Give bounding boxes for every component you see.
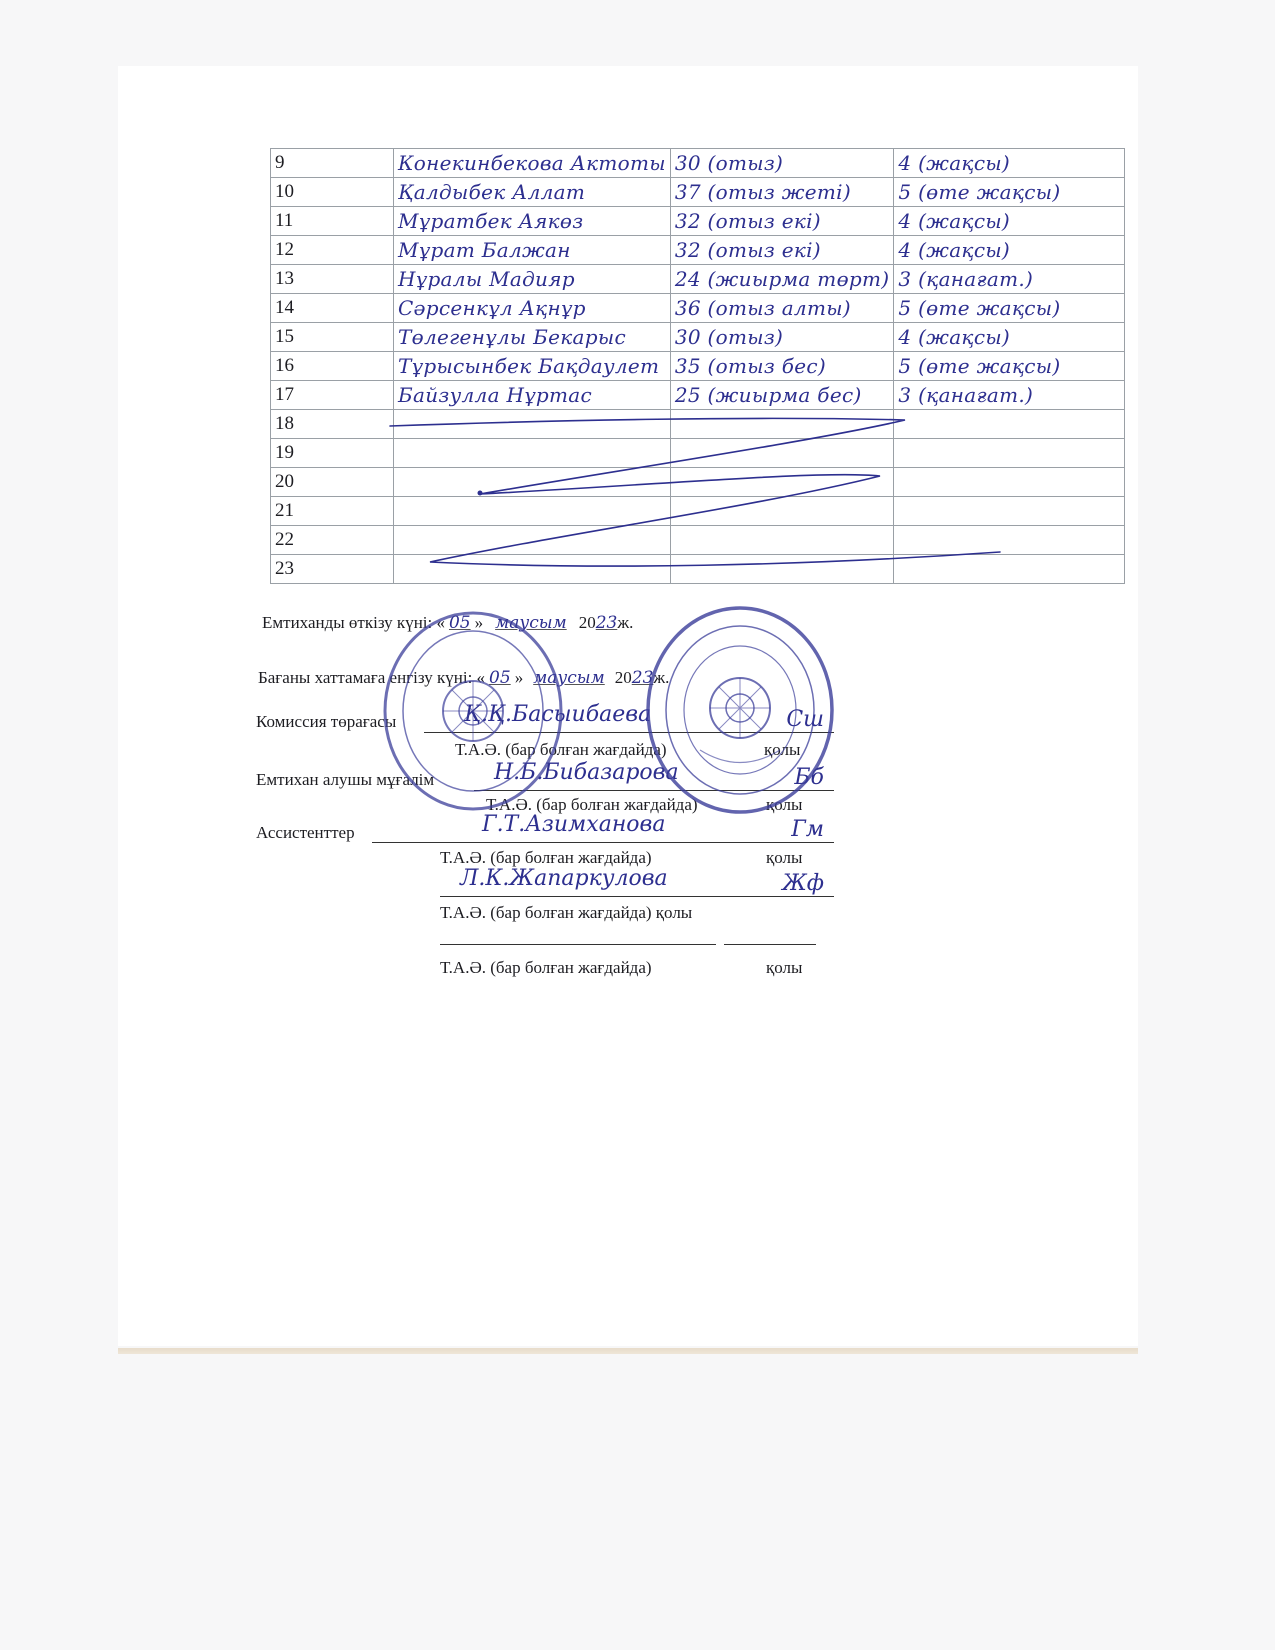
record-date-month: маусым [533,668,605,688]
row-number-cell: 17 [271,381,394,410]
student-name-cell: Мұрат Балжан [394,236,671,265]
empty-caption-fio: Т.А.Ә. (бар болған жағдайда) [440,958,652,977]
chair-caption-sign: қолы [764,740,801,759]
teacher-name: Н.Б.Бибазарова [494,760,679,785]
row-number-cell: 15 [271,323,394,352]
grade-cell: 3 (қанағат.) [894,265,1125,294]
row-number-cell: 11 [271,207,394,236]
student-name-cell: Нұралы Мадияр [394,265,671,294]
row-number-cell: 23 [271,555,394,584]
student-name-cell: Тұрысынбек Бақдаулет [394,352,671,381]
record-date-end: ж. [653,668,670,687]
grade-cell: 4 (жақсы) [894,149,1125,178]
row-number-cell: 19 [271,439,394,468]
grade-cell: 4 (жақсы) [894,323,1125,352]
exam-date-mid: » [474,613,484,632]
score-cell: 36 (отыз алты) [670,294,894,323]
exam-date-label: Емтиханды өткізу күні: « [262,613,445,632]
score-cell: 25 (жиырма бес) [670,381,894,410]
record-date-label: Бағаны хаттамаға енгізу күні: « [258,668,486,687]
empty-sign-line [724,944,816,945]
row-number-cell: 10 [271,178,394,207]
row-number-cell: 14 [271,294,394,323]
assistant1-signature-mark: Гм [791,817,824,842]
score-cell: 30 (отыз) [670,149,894,178]
teacher-label: Емтихан алушы мұғалім [256,770,435,789]
empty-caption-sign: қолы [766,958,803,977]
teacher-caption-fio: Т.А.Ә. (бар болған жағдайда) [486,795,698,814]
grade-cell: 4 (жақсы) [894,207,1125,236]
grade-cell: 5 (өте жақсы) [894,178,1125,207]
row-number-cell: 21 [271,497,394,526]
assistant2-name: Л.К.Жапаркулова [460,866,668,891]
record-date-mid: » [514,668,524,687]
row-number-cell: 9 [271,149,394,178]
row-number-cell: 12 [271,236,394,265]
exam-date-year-prefix: 20 [578,613,596,632]
school-seal-left [378,606,568,816]
exam-date-day: 05 [448,613,471,633]
row-number-cell: 20 [271,468,394,497]
exam-date-month: маусым [495,613,567,633]
assistant1-caption-fio: Т.А.Ә. (бар болған жағдайда) [440,848,652,867]
score-cell: 35 (отыз бес) [670,352,894,381]
assistants-label: Ассистенттер [256,823,355,842]
score-cell: 37 (отыз жеті) [670,178,894,207]
grade-cell: 5 (өте жақсы) [894,294,1125,323]
row-number-cell: 16 [271,352,394,381]
assistant1-caption-sign: қолы [766,848,803,867]
row-number-cell: 22 [271,526,394,555]
grade-cell: 5 (өте жақсы) [894,352,1125,381]
score-cell: 32 (отыз екі) [670,207,894,236]
record-date-year-suffix: 23 [631,668,654,688]
assistant2-signature-line [440,866,834,897]
score-cell: 32 (отыз екі) [670,236,894,265]
grade-cell: 3 (қанағат.) [894,381,1125,410]
school-seal-right [640,600,840,820]
record-date-day: 05 [489,668,511,688]
chair-signature-mark: Сш [786,707,824,732]
exam-date-year-suffix: 23 [595,613,618,633]
student-name-cell: Төлегенұлы Бекарыс [394,323,671,352]
grade-cell: 4 (жақсы) [894,236,1125,265]
assistant2-caption: Т.А.Ә. (бар болған жағдайда) қолы [440,903,693,922]
student-name-cell: Мұратбек Аякөз [394,207,671,236]
score-cell: 30 (отыз) [670,323,894,352]
chair-name: Қ.Қ.Басыибаева [464,702,652,727]
chair-caption-fio: Т.А.Ә. (бар болған жағдайда) [455,740,667,759]
teacher-signature-mark: Бб [794,765,824,790]
exam-date-end: ж. [617,613,634,632]
student-name-cell: Сәрсенкұл Ақнұр [394,294,671,323]
row-number-cell: 18 [271,410,394,439]
record-date-year-prefix: 20 [614,668,632,687]
teacher-caption-sign: қолы [766,795,803,814]
row-number-cell: 13 [271,265,394,294]
assistant1-name: Г.Т.Азимханова [482,812,666,837]
score-cell: 24 (жиырма төрт) [670,265,894,294]
empty-fio-line [440,944,716,945]
chair-label: Комиссия төрағасы [256,712,397,731]
student-name-cell: Қалдыбек Аллат [394,178,671,207]
assistant2-signature-mark: Жф [782,871,824,896]
student-name-cell: Байзулла Нұртас [394,381,671,410]
student-name-cell: Конекинбекова Актоты [394,149,671,178]
